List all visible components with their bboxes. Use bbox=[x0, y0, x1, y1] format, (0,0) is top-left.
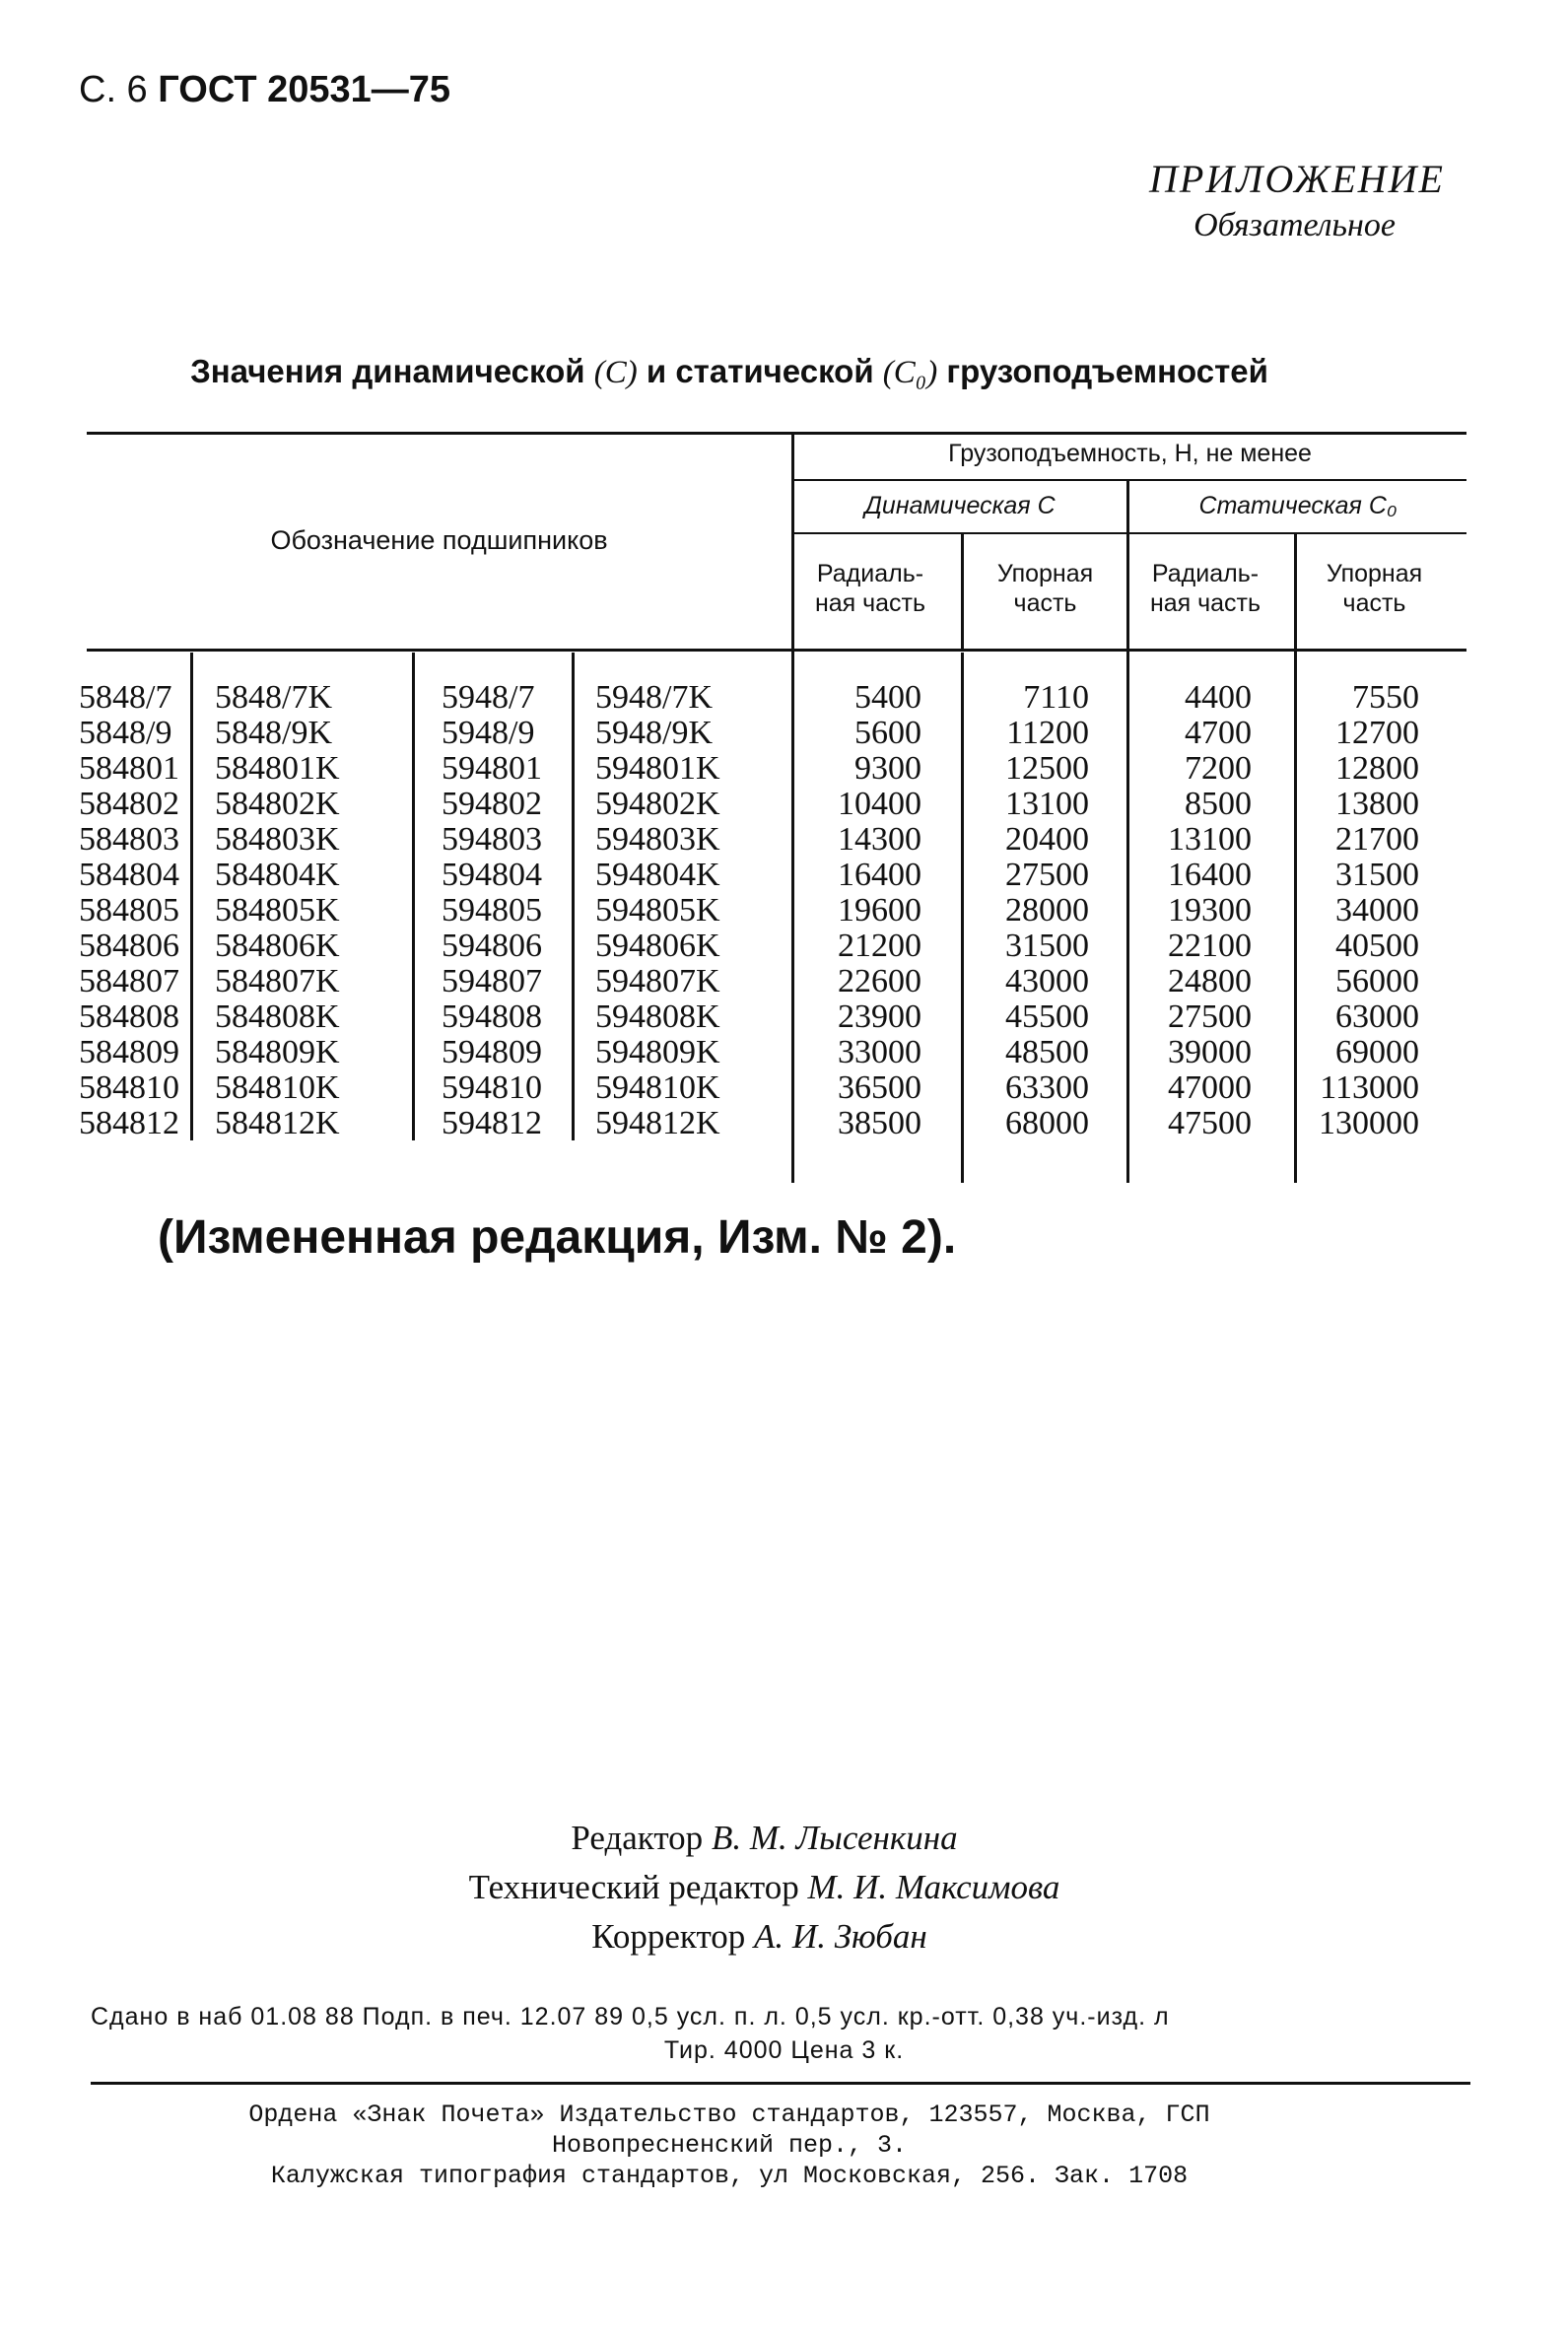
table-cell: 24800 bbox=[1168, 963, 1252, 999]
dyn-radial-header: Радиаль- ная часть bbox=[814, 560, 926, 617]
table-top-rule bbox=[87, 432, 1466, 435]
print-info: Сдано в наб 01.08 88 Подп. в печ. 12.07 89 0,5 усл. п. л. 0,5 усл. кр.-отт. 0,38 уч.-изд. л bbox=[91, 2003, 1170, 2031]
table-cell: 40500 bbox=[1335, 928, 1419, 964]
table-cell: 584802K bbox=[215, 786, 340, 822]
table-cell: 5400 bbox=[854, 679, 921, 716]
capacity-rule bbox=[793, 479, 1466, 481]
column-designation-b bbox=[215, 680, 407, 1141]
table-cell: 5848/7K bbox=[215, 679, 332, 716]
table-cell: 584806K bbox=[215, 928, 340, 964]
table-cell: 594805 bbox=[442, 892, 542, 929]
table-cell: 20400 bbox=[1005, 821, 1089, 858]
table-cell: 16400 bbox=[838, 857, 921, 893]
dyn-inner-divider bbox=[961, 532, 964, 651]
table-cell: 14300 bbox=[838, 821, 921, 858]
table-cell: 31500 bbox=[1335, 857, 1419, 893]
table-cell: 47500 bbox=[1168, 1105, 1252, 1141]
appendix-subtitle: Обязательное bbox=[1193, 207, 1396, 243]
table-cell: 11200 bbox=[1006, 715, 1089, 751]
table-cell: 594808K bbox=[595, 998, 720, 1035]
page-number: С. 6 bbox=[79, 69, 148, 110]
table-cell: 31500 bbox=[1005, 928, 1089, 964]
table-cell: 594810 bbox=[442, 1069, 542, 1106]
table-cell: 594808 bbox=[442, 998, 542, 1035]
page-header bbox=[79, 69, 450, 111]
table-cell: 594805K bbox=[595, 892, 720, 929]
header-bottom-rule bbox=[87, 649, 1466, 652]
column-dynamic-radial bbox=[798, 680, 921, 1141]
table-cell: 27500 bbox=[1005, 857, 1089, 893]
table-cell: 12700 bbox=[1335, 715, 1419, 751]
table-cell: 594802 bbox=[442, 786, 542, 822]
table-cell: 584804 bbox=[79, 857, 179, 893]
stat-radial-header: Радиаль- ная часть bbox=[1149, 560, 1261, 617]
table-cell: 584809K bbox=[215, 1034, 340, 1070]
static-header: Статическая C₀ bbox=[1198, 492, 1398, 519]
subgroup-rule bbox=[793, 532, 1466, 534]
circulation-price: Тир. 4000 Цена 3 к. bbox=[663, 2036, 905, 2064]
table-caption: Значения динамической (C) и статической (C₀) грузоподъемностей bbox=[190, 353, 1268, 390]
table-cell: 21700 bbox=[1335, 821, 1419, 858]
table-cell: 23900 bbox=[838, 998, 921, 1035]
column-designation-c bbox=[442, 680, 570, 1141]
table-cell: 7550 bbox=[1352, 679, 1419, 716]
appendix-title: ПРИЛОЖЕНИЕ bbox=[1149, 157, 1445, 201]
table-cell: 594807 bbox=[442, 963, 542, 999]
table-cell: 5848/9K bbox=[215, 715, 332, 751]
table-cell: 5848/9 bbox=[79, 715, 172, 751]
table-cell: 5948/7 bbox=[442, 679, 535, 716]
table-cell: 4700 bbox=[1185, 715, 1252, 751]
column-static-thrust bbox=[1301, 680, 1419, 1141]
table-cell: 594801 bbox=[442, 750, 542, 787]
table-cell: 33000 bbox=[838, 1034, 921, 1070]
table-cell: 594804K bbox=[595, 857, 720, 893]
table-cell: 8500 bbox=[1185, 786, 1252, 822]
table-cell: 584801K bbox=[215, 750, 340, 787]
table-cell: 19300 bbox=[1168, 892, 1252, 929]
table-cell: 13800 bbox=[1335, 786, 1419, 822]
table-cell: 7200 bbox=[1185, 750, 1252, 787]
table-cell: 594803 bbox=[442, 821, 542, 858]
table-cell: 36500 bbox=[838, 1069, 921, 1106]
dyn-thrust-header: Упорная часть bbox=[996, 560, 1094, 617]
table-cell: 584807K bbox=[215, 963, 340, 999]
table-cell: 594804 bbox=[442, 857, 542, 893]
table-cell: 39000 bbox=[1168, 1034, 1252, 1070]
table-cell: 56000 bbox=[1335, 963, 1419, 999]
stat-inner-divider bbox=[1294, 532, 1297, 1183]
table-cell: 584810 bbox=[79, 1069, 179, 1106]
column-designation-a bbox=[79, 680, 189, 1141]
table-cell: 584808K bbox=[215, 998, 340, 1035]
table-cell: 584805 bbox=[79, 892, 179, 929]
table-cell: 130000 bbox=[1319, 1105, 1419, 1141]
table-cell: 584803K bbox=[215, 821, 340, 858]
table-cell: 27500 bbox=[1168, 998, 1252, 1035]
publisher-info bbox=[0, 2100, 1459, 2191]
table-cell: 4400 bbox=[1185, 679, 1252, 716]
staff-credits bbox=[0, 1814, 1568, 1962]
table-cell: 584810K bbox=[215, 1069, 340, 1106]
designation-header: Обозначение подшипников bbox=[270, 525, 608, 555]
table-cell: 5948/9 bbox=[442, 715, 535, 751]
editor-line: Редактор В. М. Лысенкина bbox=[571, 1819, 958, 1857]
table-cell: 45500 bbox=[1005, 998, 1089, 1035]
table-cell: 16400 bbox=[1168, 857, 1252, 893]
table-cell: 584808 bbox=[79, 998, 179, 1035]
table-cell: 594801K bbox=[595, 750, 720, 787]
table-cell: 34000 bbox=[1335, 892, 1419, 929]
capacity-header: Грузоподъемность, Н, не менее bbox=[948, 440, 1312, 467]
publisher-line-3: Калужская типография стандартов, ул Московская, 256. Зак. 1708 bbox=[270, 2162, 1189, 2190]
amendment-note: (Измененная редакция, Изм. № 2). bbox=[158, 1211, 957, 1264]
table-cell: 584812K bbox=[215, 1105, 340, 1141]
table-cell: 38500 bbox=[838, 1105, 921, 1141]
col-c-divider bbox=[572, 653, 575, 1140]
table-cell: 594802K bbox=[595, 786, 720, 822]
table-cell: 113000 bbox=[1320, 1069, 1419, 1106]
table-cell: 22100 bbox=[1168, 928, 1252, 964]
table-cell: 594806K bbox=[595, 928, 720, 964]
table-cell: 584801 bbox=[79, 750, 179, 787]
table-cell: 5600 bbox=[854, 715, 921, 751]
table-cell: 584803 bbox=[79, 821, 179, 858]
table-cell: 594807K bbox=[595, 963, 720, 999]
table-cell: 594812 bbox=[442, 1105, 542, 1141]
table-cell: 48500 bbox=[1005, 1034, 1089, 1070]
table-cell: 43000 bbox=[1005, 963, 1089, 999]
table-cell: 9300 bbox=[854, 750, 921, 787]
table-cell: 13100 bbox=[1005, 786, 1089, 822]
dyn-stat-divider bbox=[1126, 481, 1129, 1183]
table-cell: 5948/9K bbox=[595, 715, 713, 751]
table-cell: 594810K bbox=[595, 1069, 720, 1106]
table-cell: 63000 bbox=[1335, 998, 1419, 1035]
table-cell: 21200 bbox=[838, 928, 921, 964]
table-cell: 594806 bbox=[442, 928, 542, 964]
table-cell: 47000 bbox=[1168, 1069, 1252, 1106]
table-cell: 19600 bbox=[838, 892, 921, 929]
col-b-divider bbox=[412, 653, 415, 1140]
table-cell: 69000 bbox=[1335, 1034, 1419, 1070]
dynamic-header: Динамическая C bbox=[864, 492, 1056, 519]
table-cell: 584807 bbox=[79, 963, 179, 999]
tech-editor-line: Технический редактор М. И. Максимова bbox=[468, 1868, 1060, 1906]
publisher-line-2: Новопресненский пер., 3. bbox=[551, 2131, 908, 2160]
table-cell: 68000 bbox=[1005, 1105, 1089, 1141]
table-cell: 13100 bbox=[1168, 821, 1252, 858]
table-cell: 12500 bbox=[1005, 750, 1089, 787]
table-cell: 584809 bbox=[79, 1034, 179, 1070]
publisher-line-1: Ордена «Знак Почета» Издательство стандартов, 123557, Москва, ГСП bbox=[248, 2100, 1210, 2129]
table-cell: 63300 bbox=[1005, 1069, 1089, 1106]
column-static-radial bbox=[1133, 680, 1252, 1141]
table-cell: 5948/7K bbox=[595, 679, 713, 716]
table-cell: 10400 bbox=[838, 786, 921, 822]
imprint-rule bbox=[91, 2082, 1470, 2085]
corrector-line: Корректор А. И. Зюбан bbox=[591, 1917, 927, 1956]
table-cell: 584805K bbox=[215, 892, 340, 929]
table-cell: 594809K bbox=[595, 1034, 720, 1070]
table-cell: 12800 bbox=[1335, 750, 1419, 787]
table-cell: 5848/7 bbox=[79, 679, 172, 716]
table-cell: 584812 bbox=[79, 1105, 179, 1141]
column-designation-d bbox=[595, 680, 792, 1141]
dyn-inner-divider-body bbox=[961, 653, 964, 1183]
table-cell: 584802 bbox=[79, 786, 179, 822]
table-cell: 7110 bbox=[1023, 679, 1089, 716]
standard-number: ГОСТ 20531—75 bbox=[158, 69, 451, 110]
table-cell: 594809 bbox=[442, 1034, 542, 1070]
table-cell: 594803K bbox=[595, 821, 720, 858]
column-dynamic-thrust bbox=[971, 680, 1089, 1141]
table-cell: 594812K bbox=[595, 1105, 720, 1141]
table-cell: 584806 bbox=[79, 928, 179, 964]
table-cell: 584804K bbox=[215, 857, 340, 893]
table-cell: 28000 bbox=[1005, 892, 1089, 929]
stat-thrust-header: Упорная часть bbox=[1326, 560, 1423, 617]
table-cell: 22600 bbox=[838, 963, 921, 999]
col-a-divider bbox=[190, 653, 193, 1140]
